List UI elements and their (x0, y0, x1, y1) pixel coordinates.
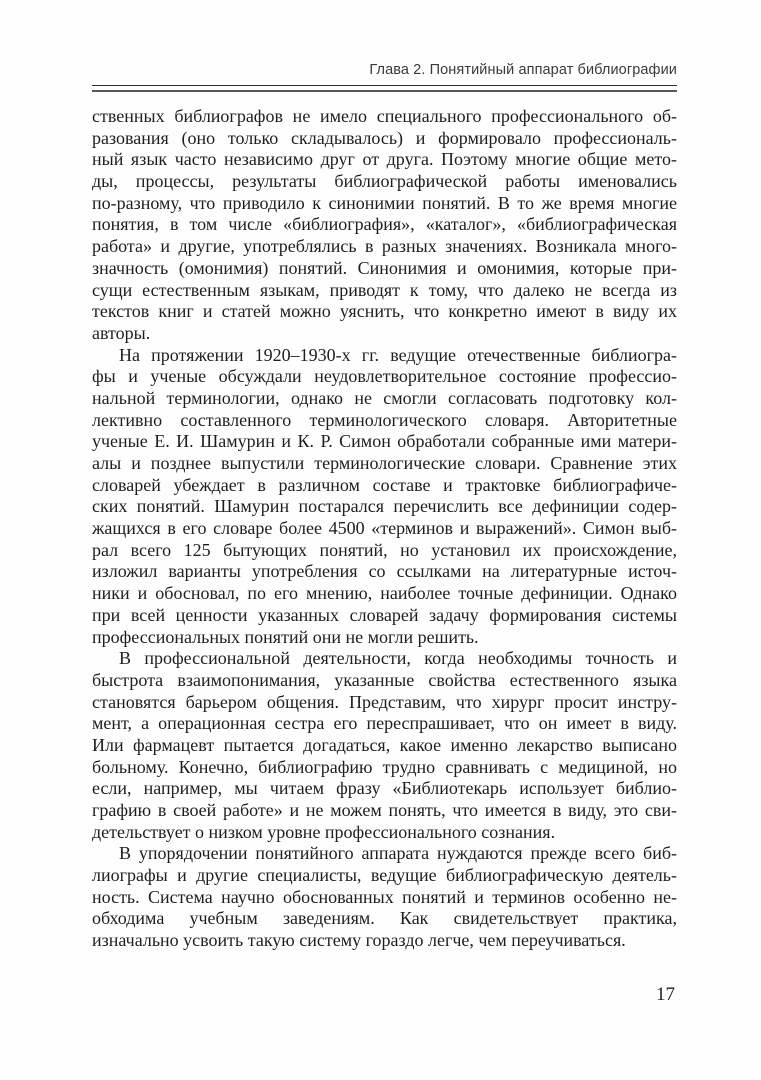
text-line: ских понятий. Шамурин постарался перечислить все дефиниции содер- (92, 496, 677, 517)
paragraph (92, 106, 677, 345)
header-double-rule (92, 85, 677, 92)
text-line: детельствует о низком уровне профессионального сознания. (92, 821, 556, 842)
page-number: 17 (656, 984, 675, 1005)
text-line: жащихся в его словаре более 4500 «терминов и выражений». Симон выб- (92, 518, 677, 539)
paragraph (92, 648, 677, 843)
text-line: На протяжении 1920–1930-х гг. ведущие отечественные библиогра- (119, 344, 677, 365)
text-line: ды, процессы, результаты библиографической работы именовались (92, 171, 677, 192)
text-line: мент, а операционная сестра его переспрашивает, что он имеет в виду. (92, 713, 677, 734)
text-line: словарей убеждает в различном составе и трактовке библиографиче- (92, 474, 677, 495)
text-line: фы и ученые обсуждали неудовлетворительное состояние профессио- (92, 366, 677, 387)
text-line: В упорядочении понятийного аппарата нуждаются прежде всего биб- (119, 843, 677, 864)
text-line: Или фармацевт пытается догадаться, какое именно лекарство выписано (92, 734, 677, 755)
text-line: текстов книг и статей можно уяснить, что конкретно имеют в виду их (92, 301, 677, 322)
text-line: алы и позднее выпустили терминологические словари. Сравнение этих (92, 453, 677, 473)
text-line: ученые Е. И. Шамурин и К. Р. Симон обработали собранные ими матери- (92, 431, 677, 452)
text-line: понятия, в том числе «библиография», «каталог», «библиографическая (92, 214, 677, 235)
text-line: если, например, мы читаем фразу «Библиотекарь использует библио- (92, 778, 677, 799)
text-line: лективно составленного терминологического словаря. Авторитетные (92, 409, 677, 430)
text-line: лиографы и другие специалисты, ведущие библиографическую деятель- (92, 865, 677, 886)
text-line: разования (оно только складывалось) и формировало профессиональ- (92, 127, 677, 148)
text-line: рал всего 125 бытующих понятий, но установил их происхождение, (92, 539, 677, 560)
text-line: ность. Система научно обоснованных понятий и терминов особенно не- (92, 886, 677, 907)
text-line: изложил варианты употребления со ссылками на литературные источ- (92, 561, 677, 582)
paragraph (92, 345, 677, 649)
text-line: быстрота взаимопонимания, указанные свойства естественного языка (92, 669, 677, 690)
text-line: графию в своей работе» и не можем понять, что имеется в виду, это сви- (92, 800, 677, 820)
text-line: ники и обосновал, по его мнению, наиболее точные дефиниции. Однако (92, 583, 677, 604)
paragraph (92, 843, 677, 951)
text-line: изначально усвоить такую систему гораздо легче, чем переучиваться. (92, 930, 626, 951)
text-line: по-разному, что приводило к синонимии понятий. В то же время многие (92, 192, 677, 213)
text-line: авторы. (92, 322, 151, 343)
text-line: В профессиональной деятельности, когда необходимы точность и (119, 648, 677, 669)
text-line: сущи естественным языкам, приводят к тому, что далеко не всегда из (92, 279, 677, 300)
text-line: нальной терминологии, однако не смогли согласовать подготовку кол- (92, 387, 677, 408)
text-line: профессиональных понятий они не могли решить. (92, 626, 479, 647)
text-line: обходима учебным заведениям. Как свидетельствует практика, (92, 908, 677, 929)
text-line: значность (омонимия) понятий. Синонимия и омонимия, которые при- (92, 257, 677, 278)
text-line: при всей ценности указанных словарей задачу формирования системы (92, 604, 677, 625)
running-head: Глава 2. Понятийный аппарат библиографии (369, 62, 677, 78)
text-line: ственных библиографов не имело специального профессионального об- (92, 106, 677, 126)
text-line: работа» и другие, употреблялись в разных значениях. Возникала много- (92, 236, 677, 257)
text-line: ный язык часто независимо друг от друга. Поэтому многие общие мето- (92, 149, 677, 170)
page-body (92, 106, 677, 952)
text-line: становятся барьером общения. Представим, что хирург просит инстру- (92, 691, 677, 712)
text-line: больному. Конечно, библиографию трудно сравнивать с медициной, но (92, 756, 677, 777)
